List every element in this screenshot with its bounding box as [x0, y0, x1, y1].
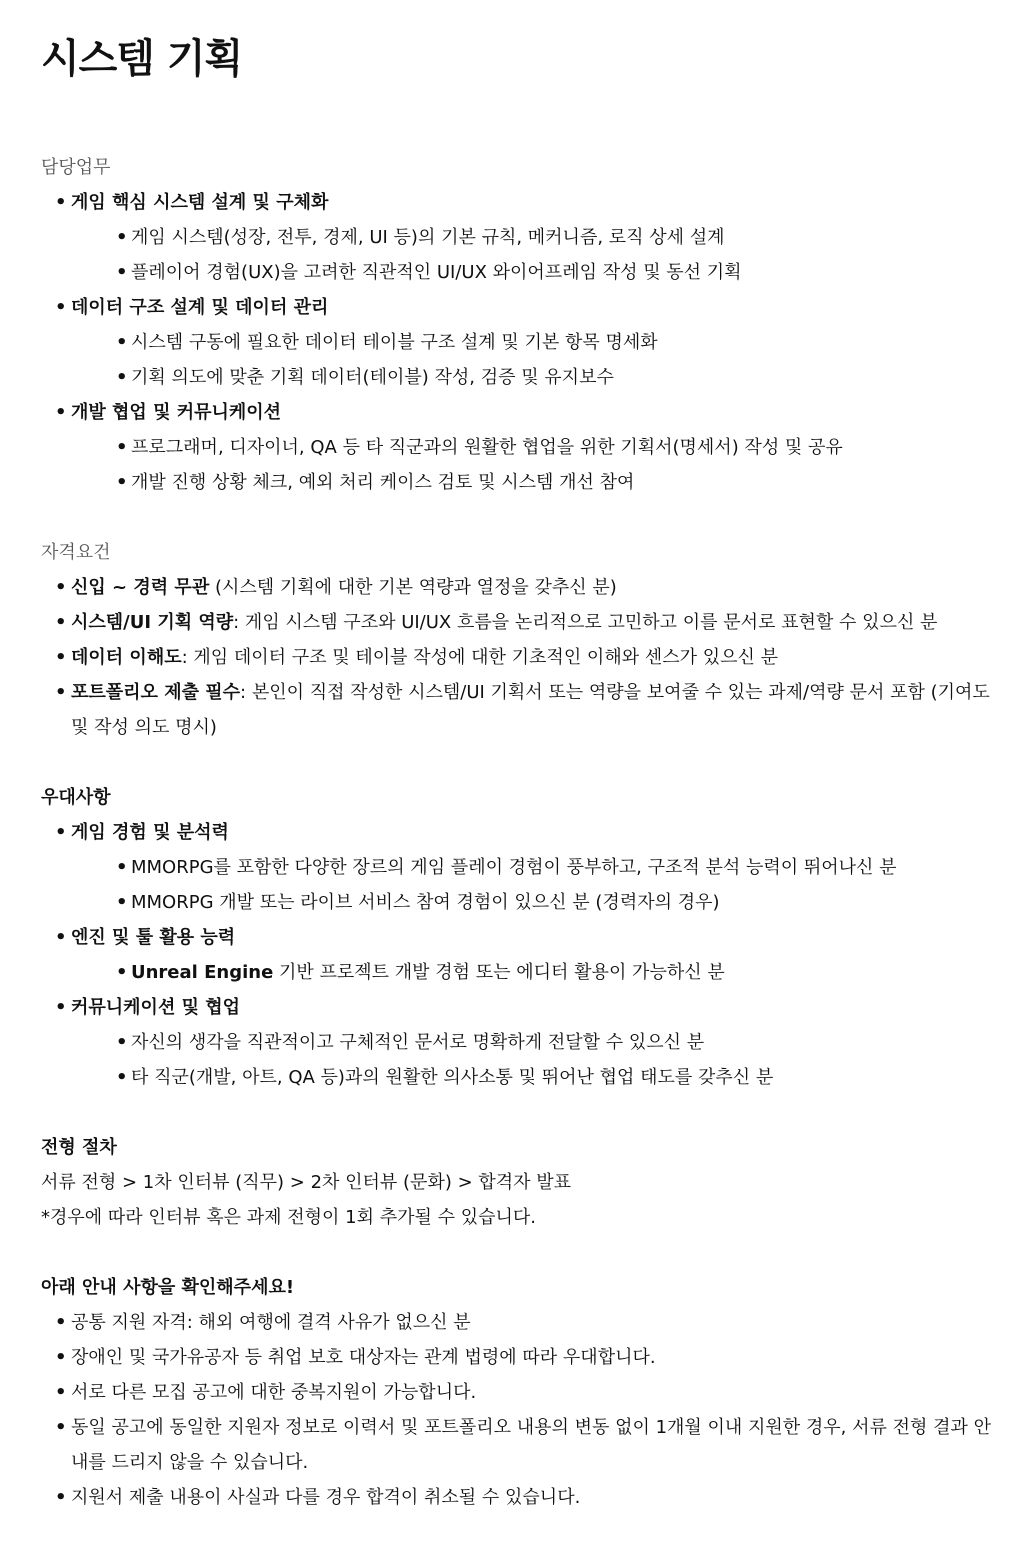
- requirements-heading: 자격요건: [41, 542, 111, 563]
- spacer: [41, 1095, 991, 1130]
- list-item: • 기획 의도에 맞춘 기획 데이터(테이블) 작성, 검증 및 유지보수: [71, 360, 991, 395]
- requirement-text: : 게임 시스템 구조와 UI/UX 흐름을 논리적으로 고민하고 이를 문서로 표현할 수 있으신 분: [233, 612, 938, 633]
- preferred-group-label: 게임 경험 및 분석력: [71, 822, 229, 843]
- list-item: • 개발 진행 상황 체크, 예외 처리 케이스 검토 및 시스템 개선 참여: [71, 465, 991, 500]
- sub-list: [71, 220, 991, 290]
- notice-list: [41, 1305, 991, 1515]
- requirement-label: 포트폴리오 제출 필수: [71, 682, 241, 703]
- duty-group-label: 게임 핵심 시스템 설계 및 구체화: [71, 192, 329, 213]
- list-item: [41, 570, 991, 605]
- list-item: [41, 290, 991, 395]
- list-item: • 동일 공고에 동일한 지원자 정보로 이력서 및 포트폴리오 내용의 변동 없이 1개월 이내 지원한 경우, 서류 전형 결과 안내를 드리지 않을 수 있습니다.: [41, 1410, 991, 1480]
- page-title: 시스템 기획: [41, 36, 243, 82]
- list-item: [71, 1060, 991, 1095]
- preferred-heading: 우대사항: [41, 787, 111, 808]
- preferred-group-label: 커뮤니케이션 및 협업: [71, 997, 241, 1018]
- list-item: • 플레이어 경험(UX)을 고려한 직관적인 UI/UX 와이어프레임 작성 및 동선 기획: [71, 255, 991, 290]
- sub-list: [71, 850, 991, 920]
- list-item: • 시스템 구동에 필요한 데이터 테이블 구조 설계 및 기본 항목 명세화: [71, 325, 991, 360]
- list-item: • 공통 지원 자격: 해외 여행에 결격 사유가 없으신 분: [41, 1305, 991, 1340]
- list-item: [41, 920, 991, 990]
- process-heading: 전형 절차: [41, 1137, 117, 1158]
- sub-list: [71, 1025, 991, 1095]
- duties-heading: 담당업무: [41, 157, 111, 178]
- list-item: • 서로 다른 모집 공고에 대한 중복지원이 가능합니다.: [41, 1375, 991, 1410]
- list-item: [71, 850, 991, 885]
- requirements-list: [41, 570, 991, 745]
- list-item: • 지원서 제출 내용이 사실과 다를 경우 합격이 취소될 수 있습니다.: [41, 1480, 991, 1515]
- preferred-item-text: 자신의 생각을 직관적이고 구체적인 문서로 명확하게 전달할 수 있으신 분: [131, 1032, 705, 1053]
- list-item: • 프로그래머, 디자이너, QA 등 타 직군과의 원활한 협업을 위한 기획서(명세서) 작성 및 공유: [71, 430, 991, 465]
- list-item: • 게임 시스템(성장, 전투, 경제, UI 등)의 기본 규칙, 메커니즘, 로직 상세 설계: [71, 220, 991, 255]
- preferred-group-label: 엔진 및 툴 활용 능력: [71, 927, 236, 948]
- duties-list: [41, 185, 991, 500]
- process-section: [41, 1130, 991, 1235]
- duty-group-label: 데이터 구조 설계 및 데이터 관리: [71, 297, 329, 318]
- spacer: [41, 1235, 991, 1270]
- list-item: [41, 605, 991, 640]
- requirement-text: (시스템 기획에 대한 기본 역량과 열정을 갖추신 분): [209, 577, 617, 598]
- requirements-section: [41, 535, 991, 745]
- duty-group-label: 개발 협업 및 커뮤니케이션: [71, 402, 282, 423]
- list-item: [41, 185, 991, 290]
- job-description: [41, 150, 991, 1515]
- requirement-text: : 본인이 직접 작성한 시스템/UI 기획서 또는 역량을 보여줄 수 있는 과제/역량 문서 포함 (기여도 및 작성 의도 명시): [71, 682, 990, 738]
- requirement-label: 데이터 이해도: [71, 647, 182, 668]
- sub-list: [71, 955, 991, 990]
- requirement-label: 신입 ~ 경력 무관: [71, 577, 210, 598]
- spacer: [41, 745, 991, 780]
- list-item: [41, 990, 991, 1095]
- sub-list: [71, 325, 991, 395]
- preferred-item-bold: Unreal Engine: [131, 962, 274, 983]
- list-item: [41, 395, 991, 500]
- preferred-item-text: MMORPG를 포함한 다양한 장르의 게임 플레이 경험이 풍부하고, 구조적 분석 능력이 뛰어나신 분: [131, 857, 897, 878]
- preferred-item-text: MMORPG 개발 또는 라이브 서비스 참여 경험이 있으신 분 (경력자의 경우): [131, 892, 720, 913]
- list-item: [41, 675, 991, 745]
- preferred-section: [41, 780, 991, 1095]
- requirement-label: 시스템/UI 기획 역량: [71, 612, 234, 633]
- sub-list: [71, 430, 991, 500]
- process-note: *경우에 따라 인터뷰 혹은 과제 전형이 1회 추가될 수 있습니다.: [41, 1207, 536, 1228]
- list-item: [71, 955, 991, 990]
- list-item: [41, 815, 991, 920]
- spacer: [41, 500, 991, 535]
- list-item: • 장애인 및 국가유공자 등 취업 보호 대상자는 관계 법령에 따라 우대합니다.: [41, 1340, 991, 1375]
- list-item: [41, 640, 991, 675]
- process-steps: 서류 전형 > 1차 인터뷰 (직무) > 2차 인터뷰 (문화) > 합격자 발표: [41, 1172, 572, 1193]
- duties-section: [41, 150, 991, 500]
- preferred-item-text: 기반 프로젝트 개발 경험 또는 에디터 활용이 가능하신 분: [273, 962, 725, 983]
- requirement-text: : 게임 데이터 구조 및 테이블 작성에 대한 기초적인 이해와 센스가 있으신 분: [181, 647, 778, 668]
- preferred-list: [41, 815, 991, 1095]
- notice-section: [41, 1270, 991, 1515]
- preferred-item-text: 타 직군(개발, 아트, QA 등)과의 원활한 의사소통 및 뛰어난 협업 태도를 갖추신 분: [131, 1067, 774, 1088]
- list-item: [71, 1025, 991, 1060]
- list-item: [71, 885, 991, 920]
- notice-heading: 아래 안내 사항을 확인해주세요!: [41, 1277, 295, 1298]
